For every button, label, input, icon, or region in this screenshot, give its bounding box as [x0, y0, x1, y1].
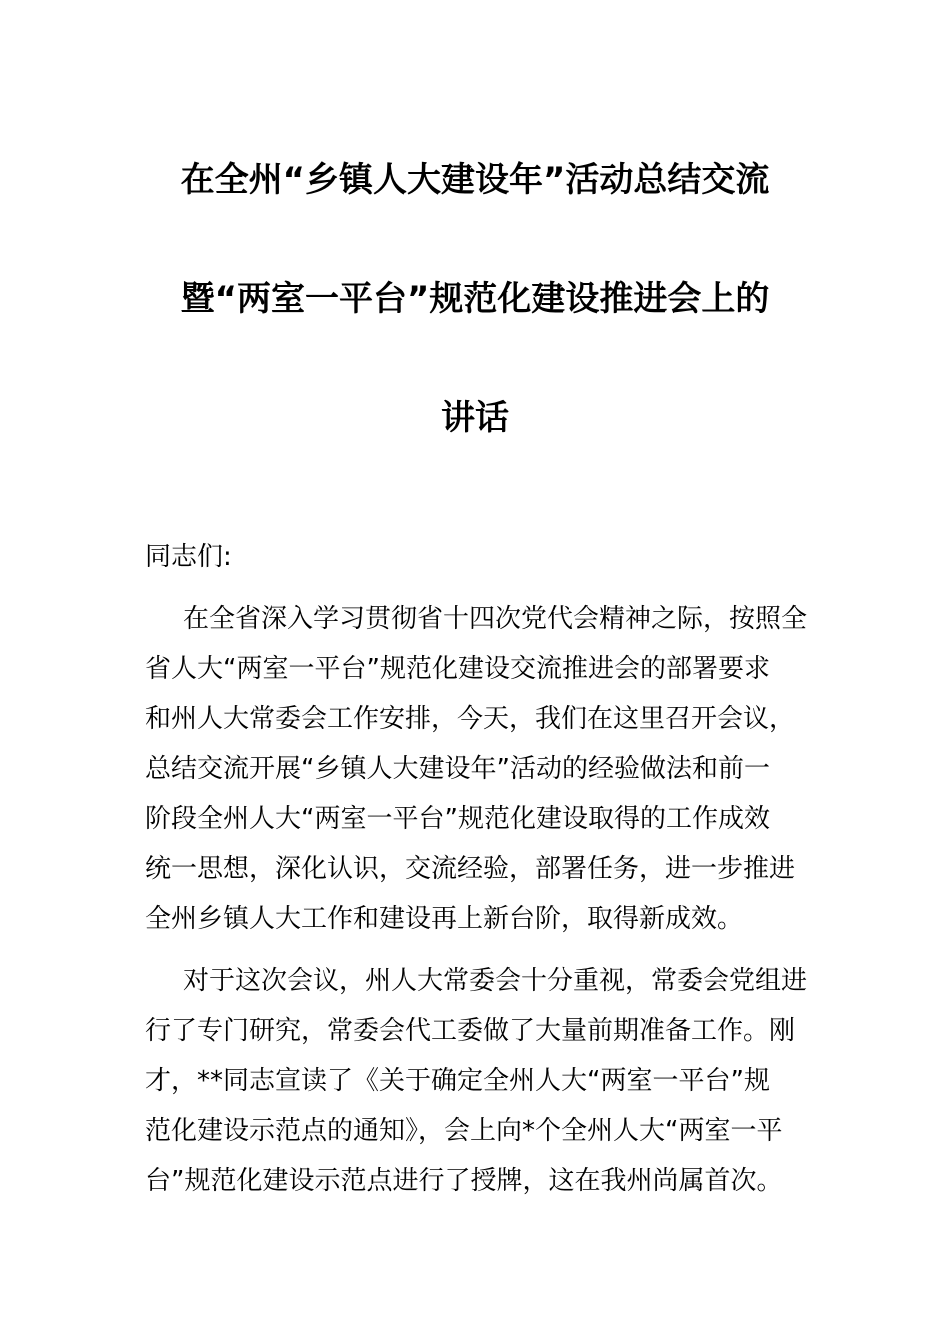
paragraph-2-line: 行了专门研究，常委会代工委做了大量前期准备工作。刚	[145, 1016, 796, 1046]
paragraph-1-line: 在全省深入学习贯彻省十四次党代会精神之际，按照全	[183, 604, 808, 634]
salutation: 同志们:	[145, 542, 232, 572]
paragraph-2-line: 范化建设示范点的通知》，会上向*个全州人大“两室一平	[145, 1116, 783, 1146]
paragraph-2-line: 对于这次会议，州人大常委会十分重视，常委会党组进	[183, 966, 808, 996]
paragraph-1-line: 统一思想，深化认识，交流经验，部署任务，进一步推进	[145, 854, 796, 884]
title-line-1: 在全州“乡镇人大建设年”活动总结交流	[180, 160, 770, 200]
paragraph-2-line: 台”规范化建设示范点进行了授牌，这在我州尚属首次。	[145, 1166, 783, 1196]
paragraph-1-line: 阶段全州人大“两室一平台”规范化建设取得的工作成效	[145, 804, 770, 834]
paragraph-1-line: 和州人大常委会工作安排，今天，我们在这里召开会议，	[145, 704, 796, 734]
paragraph-1-line: 全州乡镇人大工作和建设再上新台阶，取得新成效。	[145, 904, 744, 934]
paragraph-2-line: 才，**同志宣读了《关于确定全州人大“两室一平台”规	[145, 1066, 770, 1096]
title-line-2: 暨“两室一平台”规范化建设推进会上的	[180, 279, 770, 319]
paragraph-1-line: 省人大“两室一平台”规范化建设交流推进会的部署要求	[145, 654, 770, 684]
paragraph-1-line: 总结交流开展“乡镇人大建设年”活动的经验做法和前一	[145, 754, 770, 784]
title-line-3: 讲话	[441, 398, 509, 438]
